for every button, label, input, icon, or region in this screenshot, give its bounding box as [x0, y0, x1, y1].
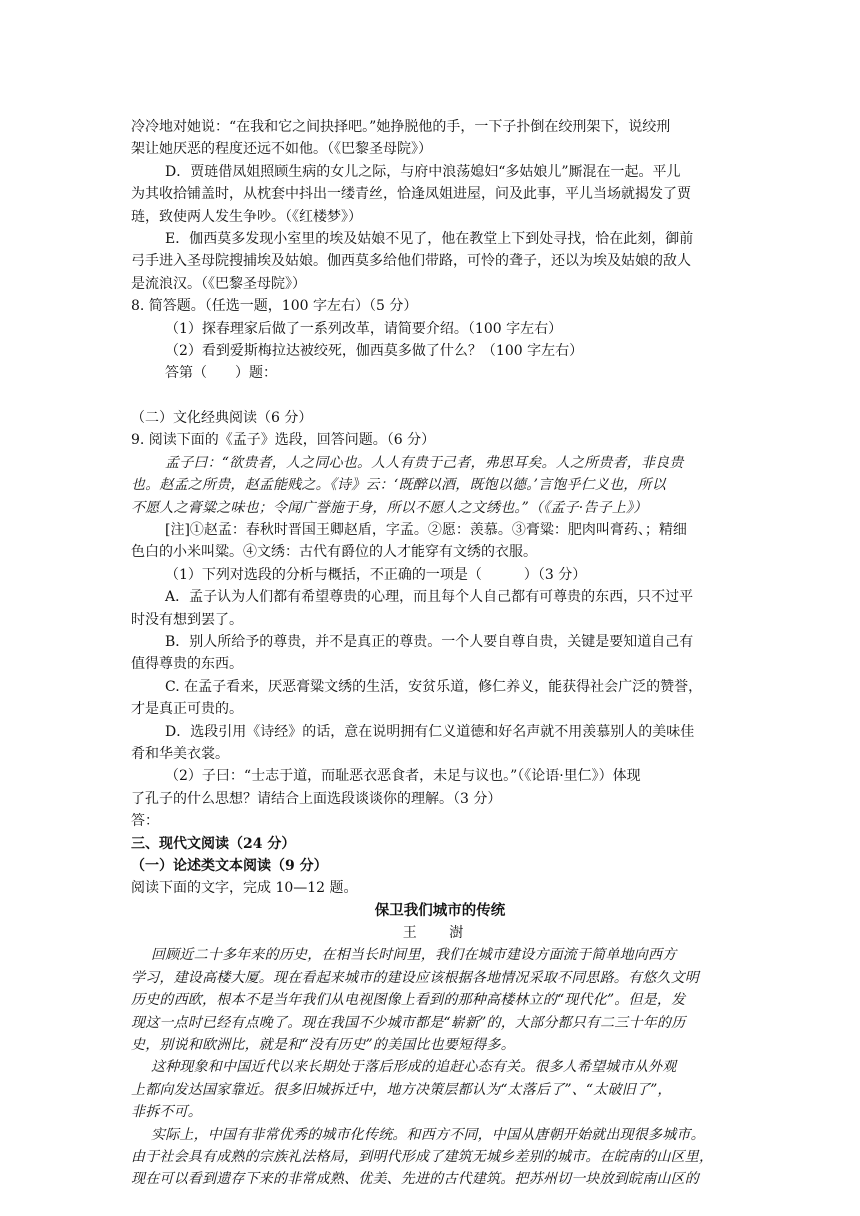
- question-8-heading: 8. 简答题。（任选一题，100 字左右）（5 分）: [131, 298, 418, 315]
- question-8-option-2: （2）看到爱斯梅拉达被绞死，伽西莫多做了什么？（100 字左右）: [165, 342, 584, 359]
- reading-instruction: 阅读下面的文字，完成 10—12 题。: [131, 880, 358, 897]
- option-d-text: D．贾琏借凤姐照顾生病的女儿之际，与府中浪荡媳妇“多姑娘儿”厮混在一起。平儿: [165, 163, 681, 180]
- blank-answer-space: [131, 385, 731, 407]
- article-paragraph-line: 上都向发达国家靠近。很多旧城拆迁中，地方决策层都认为“太落后了”、“太破旧了”，: [131, 1081, 672, 1098]
- text-line: 架让她厌恶的程度还远不如他。（《巴黎圣母院》）: [131, 141, 432, 158]
- article-paragraph-line: 现这一点时已经有点晚了。现在我国不少城市都是“崭新”的，大部分都只有二三十年的历: [131, 1014, 686, 1031]
- text-line: 才是真正可贵的。: [131, 701, 243, 718]
- text-line: 了孔子的什么思想？请结合上面选段谈谈你的理解。（3 分）: [131, 790, 502, 807]
- article-paragraph-line: 史，别说和欧洲比，就是和“没有历史”的美国比也要短得多。: [131, 1037, 515, 1054]
- option-a-text: A．孟子认为人们都有希望尊贵的心理，而且每个人自己都有可尊贵的东西，只不过平: [165, 589, 694, 606]
- section-3-heading: 三、现代文阅读（24 分）: [131, 835, 296, 852]
- question-8-option-1: （1）探春理家后做了一系列改革，请简要介绍。（100 字左右）: [165, 320, 563, 337]
- article-title: 保卫我们城市的传统: [374, 901, 506, 919]
- question-9-2: （2）子曰：“士志于道，而耻恶衣恶食者，未足与议也。”（《论语·里仁》）体现: [165, 768, 641, 785]
- text-line: 冷冷地对她说：“在我和它之间抉择吧。”她挣脱他的手，一下子扑倒在绞刑架下，说绞刑: [131, 119, 671, 135]
- text-line: 为其收拾铺盖时，从枕套中抖出一缕青丝，恰逢凤姐进屋，问及此事，平儿当场就揭发了贾: [131, 186, 691, 203]
- question-9-heading: 9. 阅读下面的《孟子》选段，回答问题。（6 分）: [131, 432, 436, 449]
- article-paragraph-line: 回顾近二十多年来的历史，在相当长时间里，我们在城市建设方面流于简单地向西方: [151, 947, 677, 964]
- article-paragraph-line: 非拆不可。: [131, 1104, 202, 1121]
- option-e-text: E．伽西莫多发现小室里的埃及姑娘不见了，他在教堂上下到处寻找，恰在此刻，御前: [165, 230, 694, 247]
- mencius-excerpt-line: 也。赵孟之所贵，赵孟能贱之。《诗》云：‘既醉以酒，既饱以德。’言饱乎仁义也，所以: [131, 477, 666, 494]
- mencius-excerpt-line: 不愿人之膏粱之味也；令闻广誉施于身，所以不愿人之文绣也。”（《孟子·告子上》）: [131, 499, 648, 516]
- article-paragraph-line: 由于社会具有成熟的宗族礼法格局，到明代形成了建筑无城乡差别的城市。在皖南的山区里，: [131, 1148, 714, 1165]
- text-line: 琏，致使两人发生争吵。（《红楼梦》）: [131, 208, 362, 225]
- annotation-line: 色白的小米叫粱。④文绣：古代有爵位的人才能穿有文绣的衣服。: [131, 544, 537, 561]
- option-c-text: C. 在孟子看来，厌恶膏粱文绣的生活，安贫乐道，修仁养义，能获得社会广泛的赞誉，: [165, 678, 703, 695]
- text-line: 值得尊贵的东西。: [131, 656, 243, 673]
- text-line: 弓手进入圣母院搜捕埃及姑娘。伽西莫多给他们带路，可怜的聋子，还以为埃及姑娘的敌人: [131, 253, 691, 270]
- article-author: 王 澍: [402, 925, 478, 942]
- option-b-text: B．别人所给予的尊贵，并不是真正的尊贵。一个人要自尊自贵，关键是要知道自己有: [165, 633, 694, 650]
- document-page: [131, 116, 731, 1191]
- article-paragraph-line: 这种现象和中国近代以来长期处于落后形成的追赶心态有关。很多人希望城市从外观: [151, 1059, 677, 1076]
- article-paragraph-line: 实际上，中国有非常优秀的城市化传统。和西方不同，中国从唐朝开始就出现很多城市。: [151, 1126, 705, 1143]
- option-d-text: D．选段引用《诗经》的话，意在说明拥有仁义道德和好名声就不用羡慕别人的美味佳: [165, 723, 695, 740]
- text-line: 肴和华美衣裳。: [131, 745, 229, 762]
- answer-label: 答：: [131, 813, 159, 830]
- article-paragraph-line: 现在可以看到遗存下来的非常成熟、优美、先进的古代建筑。把苏州切一块放到皖南山区的: [131, 1171, 699, 1188]
- text-line: 时没有想到罢了。: [131, 611, 243, 628]
- question-9-1: （1）下列对选段的分析与概括，不正确的一项是（ ）（3 分）: [165, 566, 587, 583]
- article-paragraph-line: 历史的西欧，根本不是当年我们从电视图像上看到的那种高楼林立的“现代化”。但是，发: [131, 992, 686, 1009]
- answer-choice-line: 答第（ ）题：: [165, 365, 277, 382]
- annotation-line: [注]①赵孟：春秋时晋国王卿赵盾，字孟。②愿：羡慕。③膏粱：肥肉叫膏药、；精细: [165, 522, 687, 539]
- mencius-excerpt-line: 孟子曰：“欲贵者，人之同心也。人人有贵于己者，弗思耳矣。人之所贵者，非良贵: [165, 454, 684, 471]
- subsection-heading: （一）论述类文本阅读（9 分）: [131, 857, 328, 874]
- article-paragraph-line: 学习，建设高楼大厦。现在看起来城市的建设应该根据各地情况采取不同思路。有悠久文明: [131, 969, 699, 986]
- text-line: 是流浪汉。（《巴黎圣母院》）: [131, 275, 306, 292]
- section-2-heading: （二）文化经典阅读（6 分）: [131, 410, 313, 427]
